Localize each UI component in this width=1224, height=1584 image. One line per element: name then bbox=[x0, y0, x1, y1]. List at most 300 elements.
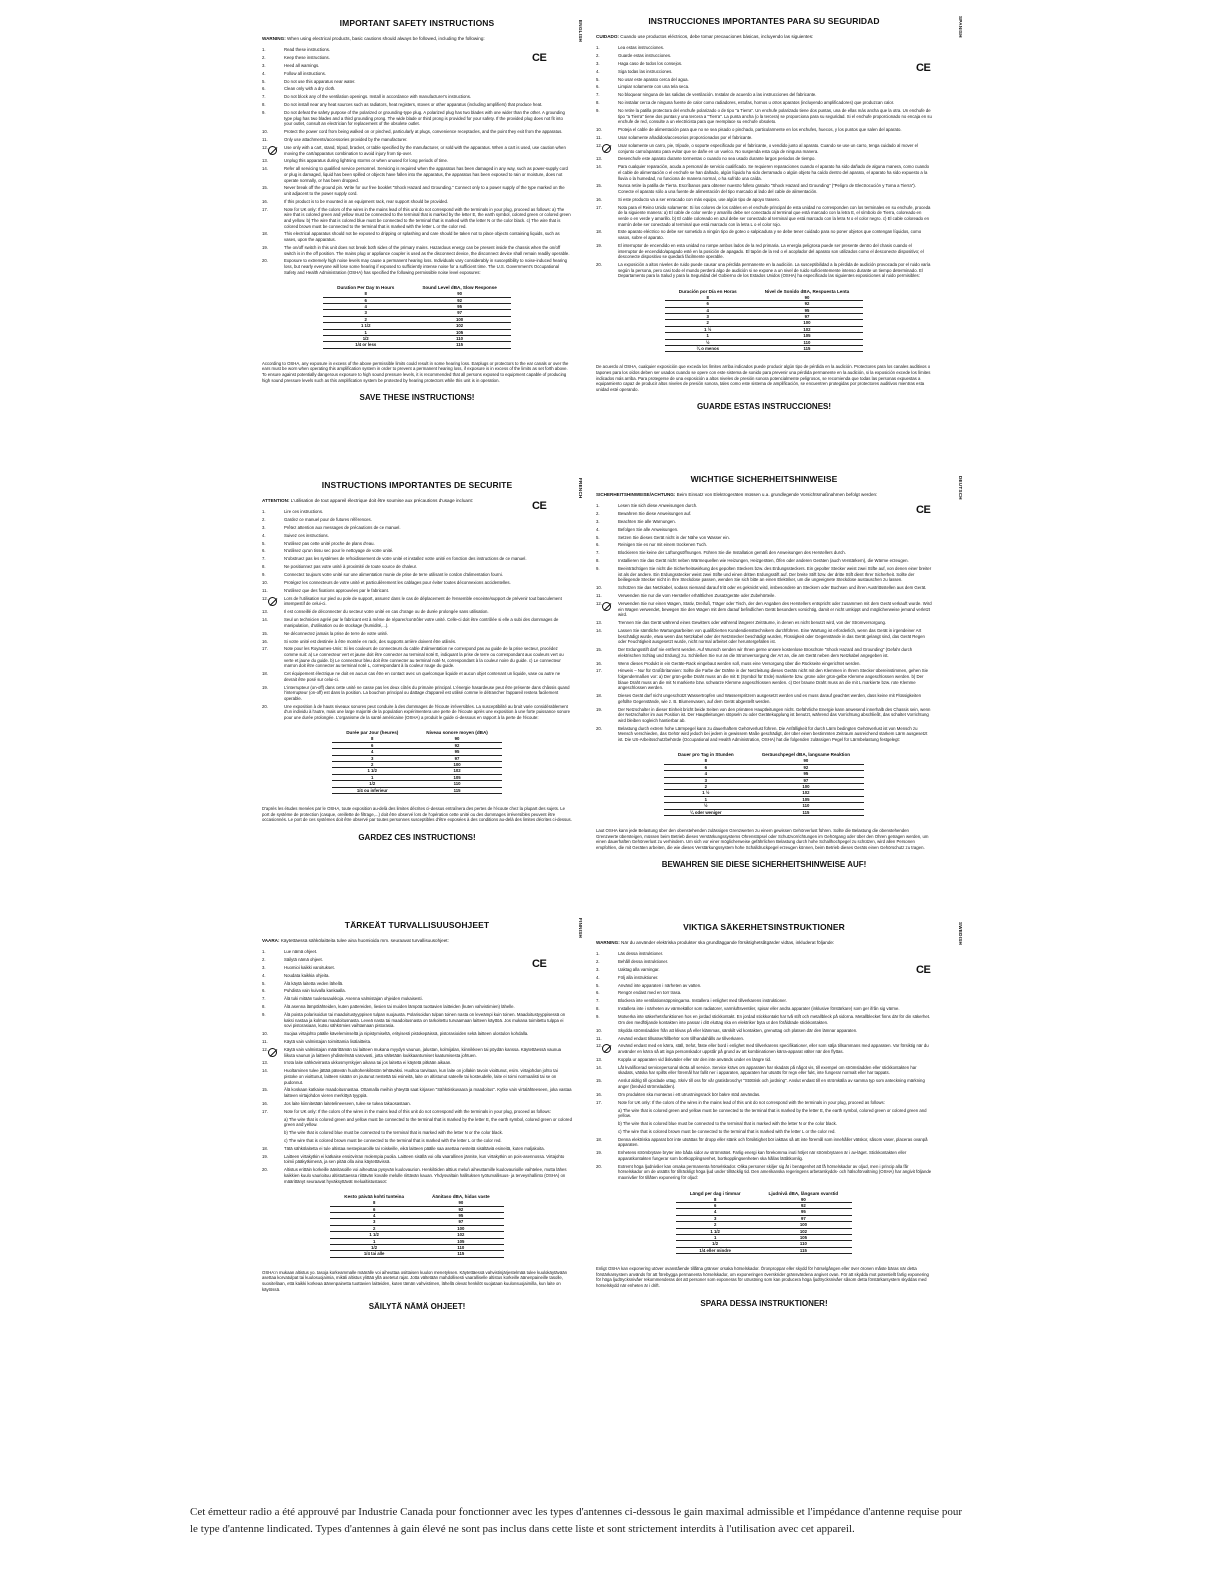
item-number: 4. bbox=[596, 974, 600, 980]
list-item bbox=[596, 975, 932, 981]
item-number: 6. bbox=[596, 84, 600, 90]
item-number: 2. bbox=[262, 516, 266, 522]
level-cell: 102 bbox=[751, 326, 864, 332]
list-item bbox=[262, 185, 572, 196]
item-text: La exposición a altos niveles de ruido puede causar una pérdida permanente en la audición. La susceptibilidad a la pérdida de audición provocada por el ruido varía según la persona, pero casi todo el mundo perderá algo de audición si se expone a un nivel de ruido suficientemente intenso durante un tiempo determinado. El Departamento para la Salud y para la Seguridad del Gobierno de los Estados Unidos (OSHA) ha especificado las siguientes exposiciones al ruido permisibles: bbox=[618, 262, 931, 279]
item-number: 10. bbox=[596, 585, 602, 591]
list-item bbox=[262, 1154, 572, 1165]
item-number: 10. bbox=[262, 1031, 268, 1037]
noise-exposure-table bbox=[330, 1194, 503, 1258]
duration-cell: 1/2 bbox=[332, 781, 412, 787]
item-number: 19. bbox=[596, 1150, 602, 1156]
osha-note: According to OSHA, any exposure in excess of the above permissible limits could result in some hearing loss. Earplugs or protectors to the ear canals or over the ears must be worn when operating this amplification system in order to prevent a permanent hearing loss, if exposure is in excess of the limits as set forth above. To ensure against potentially dangerous exposure to high sound pressure levels, it is recommended that all persons exposed to equipment capable of producing high sound pressure levels such as this amplification system be protected by hearing protectors while this unit is in operation. bbox=[262, 360, 569, 383]
level-cell: 105 bbox=[418, 1238, 504, 1244]
list-item bbox=[596, 983, 932, 989]
list-item bbox=[596, 205, 932, 227]
noise-exposure-table bbox=[664, 752, 864, 816]
item-number: 14. bbox=[262, 1068, 268, 1074]
duration-cell: 1 1/2 bbox=[330, 1232, 418, 1238]
item-number: 14. bbox=[262, 166, 268, 172]
list-item bbox=[262, 639, 572, 645]
item-number: 8. bbox=[596, 558, 600, 564]
item-number: 10. bbox=[596, 127, 602, 133]
item-text: Noudata kaikkia ohjeita. bbox=[284, 972, 330, 978]
item-number: 17. bbox=[596, 668, 602, 674]
sub-item: a) The wire that is colored green and yellow must be connected to the terminal that is marked by the letter E, the earth symbol, colored green or colored green and yellow. bbox=[618, 1107, 927, 1119]
item-text: Il est conseillé de déconnecter du secteur votre unité en cas d'orage ou de durée prolongée sans utilisation. bbox=[284, 609, 489, 615]
list-item bbox=[262, 564, 572, 570]
level-cell: 110 bbox=[408, 336, 511, 342]
column-header: Duración por Día en Horas bbox=[678, 288, 737, 294]
list-item bbox=[596, 558, 932, 564]
list-item bbox=[596, 197, 932, 203]
item-number: 20. bbox=[262, 258, 268, 264]
item-text: Para cualquier reparación, acuda a personal de servicio cualificado. Se requieren reparaciones cuando el aparato ha sido dañado de alguna manera, como cuando el cable de alimentación o el enchufe se han dañado, algún líquido ha sido derramado o algún objeto ha caído dentro del aparato, el aparato ha sido expuesto a la lluvia o la humedad, no funciona de manera normal, o ha sufrido una caída. bbox=[618, 164, 930, 181]
warning-text: When using electrical products, basic cautions should always be followed, including the following: bbox=[287, 36, 485, 41]
list-item bbox=[262, 973, 572, 979]
table-row bbox=[332, 787, 502, 793]
list-item bbox=[262, 55, 572, 61]
item-number: 11. bbox=[596, 135, 602, 141]
duration-cell: 6 bbox=[330, 1206, 418, 1212]
duration-cell: 1 bbox=[332, 774, 412, 780]
osha-note: De acuerdo al OSHA, cualquier exposición que exceda los límites arriba indicados puede producir algún tipo de pérdida en la audición. Protectores para los canales auditivos o tapones para los oídos deben ser usados cuando se opere con este sistema de sonido para prevenir una pérdida permanente en la audición, si la exposición excede los límites indicados más arriba. Para protegerse de una exposición a altos niveles de presión sonora potencialmente peligrosos, se recomienda que todas las personas expuestas a equipamiento capaz de producir altos niveles de presión sonora, tales como este sistema de amplificación, se encuentren protegidas por protectores auditivos mientras esta unidad esté operando. bbox=[596, 364, 931, 392]
list-item bbox=[262, 1060, 572, 1066]
list-item bbox=[596, 143, 932, 154]
level-cell: 100 bbox=[751, 320, 864, 326]
list-item bbox=[262, 1012, 572, 1029]
level-cell: 92 bbox=[408, 297, 511, 303]
duration-cell: 2 bbox=[330, 1225, 418, 1231]
list-item bbox=[596, 542, 932, 548]
item-number: 15. bbox=[262, 185, 268, 191]
duration-cell: 4 bbox=[676, 1209, 755, 1215]
level-cell: 92 bbox=[748, 764, 864, 770]
sub-item: b) The wire that is colored blue must be connected to the terminal that is marked with the letter N or the color black. bbox=[618, 1121, 837, 1126]
save-instructions: SPARA DESSA INSTRUKTIONER! bbox=[700, 1298, 828, 1308]
ce-mark: CE bbox=[916, 964, 931, 976]
list-item bbox=[262, 158, 572, 164]
item-text: Enhetens strömbrytare bryter inte båda sidor av strömnätet. Farlig energi kan förekomma inuti höljet när strömbrytaren är i av-läget. Stickkontakten eller apparatkontakten fungerar som bortkopplingsenhet, bortkopplingsenheten ska hållas lättåtkomlig. bbox=[618, 1150, 907, 1161]
list-item bbox=[596, 1100, 932, 1106]
list-item bbox=[596, 527, 932, 533]
level-cell: 97 bbox=[748, 777, 864, 783]
list-item bbox=[262, 996, 572, 1002]
item-number: 20. bbox=[596, 262, 602, 268]
item-text: Rengör endast med en torr trasa. bbox=[618, 990, 682, 996]
item-text: Blockieren Sie keine der Lüftungsöffnungen. Führen Sie die Installation gemäß den Anweisungen des Herstellers durch. bbox=[618, 550, 846, 556]
warning-intro bbox=[262, 498, 572, 504]
item-number: 11. bbox=[596, 593, 602, 599]
level-cell: 90 bbox=[748, 758, 864, 764]
item-text: Desenchufe este aparato durante tormentas o cuando no sea usado durante largos periodos de tiempo. bbox=[618, 156, 816, 162]
list-item bbox=[596, 156, 932, 162]
item-number: 9. bbox=[596, 1014, 600, 1020]
item-text: Blockera inte ventilationsöppningarna. Installera i enlighet med tillverkarens instruktioner. bbox=[618, 998, 787, 1004]
warning-intro bbox=[262, 938, 572, 944]
item-text: Lue nämä ohjeet. bbox=[284, 949, 318, 954]
item-number: 18. bbox=[262, 231, 268, 237]
item-number: 16. bbox=[596, 196, 602, 202]
duration-cell: ¼ o menos bbox=[665, 346, 751, 352]
item-number: 1. bbox=[262, 509, 266, 514]
duration-cell: 2 bbox=[676, 1222, 755, 1228]
item-text: Denna elektriska apparat bör inte utsättas för dropp eller stänk och försiktighet bör iakttas så att inte föremål som innehåller vätskor, såsom vaser, placeras ovanpå apparaten. bbox=[618, 1136, 928, 1148]
no-cart-tipover-icon bbox=[268, 1048, 277, 1057]
duration-cell: 4 bbox=[323, 304, 408, 310]
level-cell: 95 bbox=[418, 1212, 504, 1218]
list-item bbox=[596, 69, 932, 75]
item-text: Follow all instructions. bbox=[284, 70, 327, 76]
duration-cell: 6 bbox=[332, 742, 412, 748]
list-item bbox=[596, 1036, 932, 1042]
section-title: IMPORTANT SAFETY INSTRUCTIONS bbox=[339, 18, 495, 28]
level-cell: 110 bbox=[412, 781, 502, 787]
item-number: 5. bbox=[596, 534, 600, 540]
column-header: Duration Per Day In Hours bbox=[337, 285, 395, 291]
item-number: 3. bbox=[262, 524, 266, 530]
item-number: 8. bbox=[262, 564, 266, 570]
item-number: 14. bbox=[596, 164, 602, 170]
item-number: 3. bbox=[596, 966, 600, 972]
level-cell: 105 bbox=[755, 1234, 853, 1240]
table-row bbox=[330, 1251, 503, 1257]
item-text: Schützen Sie das Netzkabel, sodass niemand darauf tritt oder es geknickt wird, insbesondere an Steckern oder Buchsen und ihren Austrittsstellen aus dem Gerät. bbox=[618, 585, 927, 591]
sub-item: c) The wire that is colored brown must be connected to the terminal that is marked with the letter L or the color red. bbox=[284, 1138, 502, 1144]
item-number: 16. bbox=[262, 1100, 268, 1106]
item-text: Puhdista vain kuivalla kankaalla. bbox=[284, 988, 346, 994]
level-cell: 115 bbox=[755, 1247, 853, 1253]
item-number: 12. bbox=[596, 600, 602, 606]
section-title: INSTRUCCIONES IMPORTANTES PARA SU SEGURIDAD bbox=[648, 16, 880, 26]
warning-text: Beim Einsatz von Elektrogeräten müssen u.a. grundlegende Vorsichtsmaßnahmen befolgt werden: bbox=[676, 492, 878, 497]
ce-mark: CE bbox=[532, 500, 547, 512]
item-number: 8. bbox=[262, 102, 266, 108]
list-item bbox=[262, 580, 572, 586]
item-number: 3. bbox=[262, 62, 266, 68]
duration-cell: 1 bbox=[330, 1238, 418, 1244]
item-number: 18. bbox=[596, 229, 602, 235]
list-item bbox=[262, 609, 572, 615]
item-number: 7. bbox=[262, 556, 266, 562]
item-text: Si este producto va a ser enracado con más equipo, use algún tipo de apoyo trasero. bbox=[618, 196, 780, 202]
duration-cell: 2 bbox=[323, 316, 408, 322]
save-instructions: GARDEZ CES INSTRUCTIONS! bbox=[358, 832, 476, 842]
item-text: Älä asenna lämpölähteiden, kuten pattereiden, liesien tai muiden lämpöä tuottavien laitteiden (kuten vahvistimien) lähelle. bbox=[284, 1004, 515, 1010]
list-item bbox=[596, 959, 932, 965]
item-number: 7. bbox=[596, 550, 600, 556]
instruction-list bbox=[596, 951, 932, 1181]
item-number: 16. bbox=[262, 638, 268, 644]
duration-cell: 1 ½ bbox=[664, 790, 748, 796]
item-number: 8. bbox=[262, 1004, 266, 1010]
list-item bbox=[262, 1004, 572, 1010]
item-number: 12. bbox=[262, 144, 268, 150]
item-number: 19. bbox=[262, 684, 268, 690]
list-item bbox=[262, 671, 572, 682]
list-item bbox=[596, 1078, 932, 1089]
item-text: Usar solamente añadidos/accesorios proporcionados por el fabricante. bbox=[618, 135, 753, 141]
list-item bbox=[596, 566, 932, 583]
item-text: Följ alla instruktioner. bbox=[618, 974, 659, 980]
item-text: Anslut aldrig till ojordade uttag. Skriv till oss för vår gratisbroschyr "Stöttrisk och jordning". Anslut endast till en strömkälla av samma typ som anteckning märkning anger (bredvid strömsladden). bbox=[618, 1078, 925, 1089]
level-cell: 92 bbox=[412, 742, 502, 748]
list-item bbox=[262, 509, 572, 515]
level-cell: 100 bbox=[755, 1222, 853, 1228]
table-row bbox=[323, 342, 511, 348]
duration-cell: 6 bbox=[323, 297, 408, 303]
item-number: 15. bbox=[262, 1087, 268, 1093]
item-number: 20. bbox=[262, 1167, 268, 1173]
language-tag: FINNISH bbox=[578, 918, 583, 939]
item-text: No bloquear ninguna de las salidas de ventilación. Instalar de acuerdo a las instrucciones del fabricante. bbox=[618, 92, 817, 98]
list-item bbox=[262, 1109, 572, 1115]
level-cell: 90 bbox=[418, 1200, 504, 1206]
item-number: 5. bbox=[596, 76, 600, 82]
list-item bbox=[262, 86, 572, 92]
item-number: 16. bbox=[262, 198, 268, 204]
duration-cell: 6 bbox=[676, 1202, 755, 1208]
item-text: Skydda strömsladden från att klivas på eller klämmas, särskilt vid kontakten, grenuttag och platsen där den lämnar apparaten. bbox=[618, 1027, 858, 1033]
item-number: 8. bbox=[596, 100, 600, 106]
item-text: Använd inte apparaten i närheten av vatten. bbox=[618, 982, 702, 988]
item-number: 2. bbox=[596, 510, 600, 516]
duration-cell: 1 bbox=[323, 329, 408, 335]
duration-cell: 1/4 or less bbox=[323, 342, 408, 348]
item-number: 1. bbox=[596, 45, 600, 50]
list-item bbox=[596, 990, 932, 996]
list-item bbox=[262, 1039, 572, 1045]
item-number: 14. bbox=[596, 1064, 602, 1070]
panel-sv bbox=[596, 922, 932, 1366]
item-number: 17. bbox=[262, 1108, 268, 1114]
duration-cell: 4 bbox=[664, 771, 748, 777]
list-item bbox=[262, 965, 572, 971]
list-item bbox=[596, 585, 932, 591]
item-number: 3. bbox=[596, 518, 600, 524]
list-item bbox=[596, 951, 932, 957]
list-item bbox=[596, 53, 932, 59]
item-number: 4. bbox=[596, 526, 600, 532]
warning-intro bbox=[262, 36, 572, 42]
warning-label: WARNING: bbox=[596, 940, 620, 945]
language-tag: SPANISH bbox=[958, 16, 963, 38]
duration-cell: 1/2 bbox=[323, 336, 408, 342]
item-text: Jos laite kiinnitetään laitetelineeseen, tulee se tukea takaosastaan. bbox=[284, 1100, 411, 1106]
level-cell: 95 bbox=[412, 749, 502, 755]
sub-item: a) The wire that is colored green and yellow must be connected to the terminal that is marked by the letter E, the earth symbol, colored green or colored green and yellow. bbox=[284, 1116, 572, 1128]
item-text: Usar solamente un carro, pie, trípode, o soporte especificado por el fabricante, o vendido junto al aparato. Cuando se use un carro, tenga cuidado al mover el conjunto carro/aparato para evitar que se dañe en un vuelco. No suspenda esta caja de ninguna manera. bbox=[618, 142, 919, 154]
item-number: 14. bbox=[596, 627, 602, 633]
item-number: 12. bbox=[262, 1046, 268, 1052]
item-text: Laitteen virtakytkin ei katkaise ensiövirran molempia puolia. Laitteen sisällä voi olla vaarallinen jännite, kun virtakytkin on pois-asennossa. Virtajohto toimii pääkytkimenä, ja sen pitää olla aina käytettävissä. bbox=[284, 1153, 565, 1165]
item-text: No usar este aparato cerca del agua. bbox=[618, 76, 689, 82]
no-cart-tipover-icon bbox=[268, 597, 277, 606]
item-text: No retire la patilla protectora del enchufe polarizado o de tipo "a Tierra". Un enchufe polarizado tiene dos puntas, una de ellas más ancha que la otra. Un enchufe de tipo "a Tierra" tiene dos puntas y una tercera a "Tierra". La punta ancha (o la tercera) se proporciona para su seguridad. Si el enchufe proporcionado no encaja en su enchufe de red, consulte a un electricista para que reemplace su enchufe obsoleto. bbox=[618, 108, 932, 125]
list-item bbox=[596, 183, 932, 194]
item-text: Siga todas las instrucciones. bbox=[618, 68, 673, 74]
item-text: Der Netzschalter in dieser Einheit bricht beide Seiten von den primären Hauptleitungen nicht. Gefährliche Energie kann anwesend innerhalb des Chassis sein, wenn der Netzschalter im aus Position ist. Der Hauptleitungen stöpseln zu oder Gerätekupplung ist benutzt, während das Vorrichtung abschließt, das schaltet Vorrichtung wird bleiben sogleich hantierbar ab. bbox=[618, 706, 931, 723]
item-text: Proteja el cable de alimentación para que no se sea pisado o pinchado, particularmente en los enchufes, huecos, y los puntos que salen del aparato. bbox=[618, 127, 902, 133]
item-text: Ne positionnez pas votre unité à proximité de toute source de chaleur. bbox=[284, 564, 418, 570]
item-text: Säilytä nämä ohjeet. bbox=[284, 956, 323, 962]
item-text: Only use attachments/accessories provided by the manufacturer. bbox=[284, 137, 408, 143]
item-number: 5. bbox=[596, 982, 600, 988]
list-item bbox=[262, 94, 572, 100]
no-cart-tipover-icon bbox=[268, 146, 277, 155]
item-text: Använd endast med en kärra, ställ, trefot, fäste eller bord i enlighet med tillverkarens specifikationer, eller som sälja tillsammans med apparaten. Var försiktig när du använder en kärra så att inga personskador uppstår på grund av att kombinationen kärra-apparat välter när den flyttas. bbox=[618, 1043, 929, 1054]
item-text: Refer all servicing to qualified service personnel. Servicing is required when the apparatus has been damaged in any way, such as power-supply cord or plug is damaged, liquid has been spilled or objects have fallen into the apparatus, the apparatus has been exposed to rain or moisture, does not operate normally, or has been dropped. bbox=[284, 166, 568, 183]
level-cell: 115 bbox=[748, 809, 864, 815]
instruction-list bbox=[262, 949, 572, 1184]
item-number: 19. bbox=[262, 244, 268, 250]
level-cell: 105 bbox=[412, 774, 502, 780]
column-header: Geräuschpegel dBA, langsame Reaktion bbox=[761, 752, 851, 758]
list-item bbox=[596, 229, 932, 240]
list-item bbox=[262, 145, 572, 156]
duration-cell: 1/2 bbox=[676, 1241, 755, 1247]
item-number: 9. bbox=[262, 1012, 266, 1018]
item-number: 19. bbox=[596, 242, 602, 248]
level-cell: 102 bbox=[408, 323, 511, 329]
item-number: 15. bbox=[596, 1078, 602, 1084]
duration-cell: 3 bbox=[664, 777, 748, 783]
list-item bbox=[262, 957, 572, 963]
item-text: Une exposition à de hauts niveaux sonores peut conduire à des dommages de l'écoute irréversibles. La susceptibilité au bruit varie considérablement d'un individu à l'autre, mais une large majorité de la population expérimentera une perte de l'écoute après une exposition à une forte puissance sonore pour une durée prolongée. L'organisme de la santé américaine (OSHA) a produit le guide ci-dessous en rapport à la perte de l'écoute: bbox=[284, 703, 570, 720]
duration-cell: ½ bbox=[664, 803, 748, 809]
item-number: 6. bbox=[596, 542, 600, 548]
list-item bbox=[262, 548, 572, 554]
list-item bbox=[262, 71, 572, 77]
item-number: 7. bbox=[596, 998, 600, 1004]
item-number: 7. bbox=[262, 996, 266, 1002]
item-number: 9. bbox=[596, 566, 600, 572]
panel-en bbox=[262, 18, 572, 448]
item-text: Do not use this apparatus near water. bbox=[284, 78, 356, 84]
item-number: 1. bbox=[262, 949, 266, 954]
level-cell: 90 bbox=[751, 295, 864, 301]
item-text: Om produkten ska monteras i ett utrustningsrack bör bakre stöd användas. bbox=[618, 1091, 761, 1097]
level-cell: 97 bbox=[408, 310, 511, 316]
list-item bbox=[262, 541, 572, 547]
item-text: Älä käytä laitetta veden lähellä. bbox=[284, 980, 344, 986]
duration-cell: 8 bbox=[664, 758, 748, 764]
list-item bbox=[262, 704, 572, 721]
duration-cell: 1/2 bbox=[330, 1244, 418, 1250]
duration-cell: 2 bbox=[665, 320, 751, 326]
level-cell: 97 bbox=[418, 1219, 504, 1225]
warning-intro bbox=[596, 940, 932, 946]
item-text: N'utilisez pas cette unité proche de plans d'eau. bbox=[284, 540, 375, 546]
level-cell: 95 bbox=[748, 771, 864, 777]
list-item bbox=[596, 45, 932, 51]
panel-de bbox=[596, 474, 932, 906]
item-number: 16. bbox=[596, 660, 602, 666]
item-number: 3. bbox=[596, 60, 600, 66]
list-item bbox=[262, 646, 572, 668]
item-text: Heed all warnings. bbox=[284, 62, 320, 68]
item-text: Verwenden Sie nur einen Wagen, Stativ, Dreifuß, Träger oder Tisch, der den Angaben des Herstellers entspricht oder zusammen mit dem Gerät verkauft wurde. Wird ein Wagen verwendet, bewegen Sie den Wagen mit dem darauf befindlichen Gerät besonders vorsichtig, damit er nicht umkippt und möglicherweise jemand verletzt wird. bbox=[618, 600, 932, 618]
item-text: Seul un technicien agréé par le fabricant est à même de réparer/contrôler votre unité. Celle-ci doit être contrôlée si elle a subi des dommages de manipulation, d'utilisation ou de stockage (humidité,...). bbox=[284, 617, 559, 628]
item-text: The on/off switch in this unit does not break both sides of the primary mains. Hazardous energy can be present inside the chassis when the on/off switch is in the off position. The mains plug or appliance coupler is used as the disconnect device, the disconnect device shall remain readily operable. bbox=[284, 244, 570, 256]
list-item bbox=[596, 127, 932, 133]
save-instructions: BEWAHREN SIE DIESE SICHERHEITSHINWEISE AUF! bbox=[661, 860, 867, 870]
item-text: Suivez ces instructions. bbox=[284, 532, 329, 538]
item-text: Installera inte i närheten av värmekällor som radiatorer, varmluftsventiler, spisar eller andra apparater (inklusive förstärkare) som ger ifrån sig värme. bbox=[618, 1006, 900, 1012]
level-cell: 97 bbox=[751, 314, 864, 320]
noise-exposure-table bbox=[665, 289, 863, 353]
list-item bbox=[596, 100, 932, 106]
item-text: Motverka inte säkerhetsfunktionen hos en jordad stickkontakt. En jordad stickkontakt har två stift och metallbleck på sidorna. Metallblecket finns där för din säkerhet. Om den medföljande kontakten inte passar i ditt eluttag ska en elektriker byta ut den föråldrade stickkontakten. bbox=[618, 1014, 931, 1025]
item-number: 4. bbox=[262, 70, 266, 76]
item-text: Prêtez attention aux messages de précautions de ce manuel. bbox=[284, 524, 401, 530]
level-cell: 102 bbox=[418, 1232, 504, 1238]
item-number: 17. bbox=[262, 646, 268, 652]
list-item bbox=[596, 92, 932, 98]
level-cell: 110 bbox=[755, 1241, 853, 1247]
item-number: 13. bbox=[596, 156, 602, 162]
level-cell: 90 bbox=[412, 736, 502, 742]
list-item bbox=[262, 1146, 572, 1152]
list-item bbox=[262, 533, 572, 539]
language-tag: FRENCH bbox=[578, 478, 583, 499]
item-number: 10. bbox=[596, 1027, 602, 1033]
column-header: Kesto päivää kohti tunteina bbox=[344, 1194, 405, 1200]
list-item bbox=[596, 511, 932, 517]
list-item bbox=[262, 79, 572, 85]
item-text: Älä tuki mitään tuuletusaukkoja. Asenna valmistajan ohjeiden mukaisesti. bbox=[284, 996, 423, 1002]
item-text: Hinweis – Nur für Großbritannien: Sollte die Farbe der Drähte in der Netzleitung dieses Geräts nicht mit den Klemmen in Ihrem Stecker übereinstimmen, gehen Sie folgendermaßen vor: a) Der grün-gelbe Draht muss an die mit E (Symbol für Erde) markierte bzw. grüne oder grün-gelbe Klemme angeschlossen werden. b) Der blaue Draht muss an die mit N markierte bzw. schwarze Klemme angeschlossen werden. c) Der braune Draht muss an die mit L markierte bzw. rote Klemme angeschlossen werden. bbox=[618, 668, 928, 691]
duration-cell: ¼ oder weniger bbox=[664, 809, 748, 815]
item-text: Cet équipement électrique ne doit en aucun cas être en contact avec un quelconque liquide et aucun objet contenant un liquide, vase ou autre ne devrait être posé sur celui-ci. bbox=[284, 671, 561, 682]
item-text: Do not defeat the safety purpose of the polarized or grounding-type plug. A polarized plug has two blades with one wider than the other. A grounding type plug has two blades and a third grounding prong. The wide blade or third prong is provided for your safety. If the provided plug does not fit into your outlet, consult an electrician for replacement of the obsolete outlet. bbox=[284, 110, 565, 127]
level-cell: 105 bbox=[408, 329, 511, 335]
list-item bbox=[262, 47, 572, 53]
level-cell: 105 bbox=[751, 333, 864, 339]
list-item bbox=[596, 661, 932, 667]
list-item bbox=[596, 1164, 932, 1181]
list-item bbox=[596, 135, 932, 141]
list-item bbox=[262, 245, 572, 256]
item-text: Do not install near any heat sources such as radiators, heat registers, stoves or other apparatus (including amplifiers) that produce heat. bbox=[284, 102, 543, 108]
instruction-list bbox=[596, 503, 932, 742]
level-cell: 100 bbox=[418, 1225, 504, 1231]
item-text: Använd endast tillsatser/tillbehör som tillhandahålls av tillverkaren. bbox=[618, 1035, 745, 1041]
list-item bbox=[596, 519, 932, 525]
item-text: Clean only with a dry cloth. bbox=[284, 86, 336, 92]
list-item bbox=[596, 726, 932, 743]
panel-es bbox=[596, 16, 932, 456]
item-number: 17. bbox=[262, 206, 268, 212]
section-title: WICHTIGE SICHERHEITSHINWEISE bbox=[690, 474, 838, 484]
sub-item: b) The wire that is colored blue must be connected to the terminal that is marked with the letter N or the color black. bbox=[284, 1130, 503, 1136]
table-row bbox=[665, 346, 863, 352]
item-text: N'obstruez pas les systèmes de refroidissement de votre unité et installez votre unité en fonction des instructions de ce manuel. bbox=[284, 556, 527, 562]
item-number: 18. bbox=[262, 1145, 268, 1151]
duration-cell: 1/4 tai alle bbox=[330, 1251, 418, 1257]
list-item bbox=[262, 1101, 572, 1107]
duration-cell: 3 bbox=[676, 1215, 755, 1221]
item-number: 6. bbox=[262, 86, 266, 92]
table-row bbox=[676, 1247, 853, 1253]
warning-label: WARNING: bbox=[262, 36, 286, 41]
item-number: 18. bbox=[262, 671, 268, 677]
item-text: Koppla ur apparaten vid åskväder eller när den inte används under en längre tid. bbox=[618, 1056, 772, 1062]
ce-mark: CE bbox=[916, 62, 931, 74]
item-text: This electrical apparatus should not be exposed to dripping or splashing and care should be taken not to place objects containing liquids, such as vases, upon the apparatus. bbox=[284, 231, 560, 243]
list-item bbox=[596, 1092, 932, 1098]
warning-label: CUIDADO: bbox=[596, 34, 619, 39]
